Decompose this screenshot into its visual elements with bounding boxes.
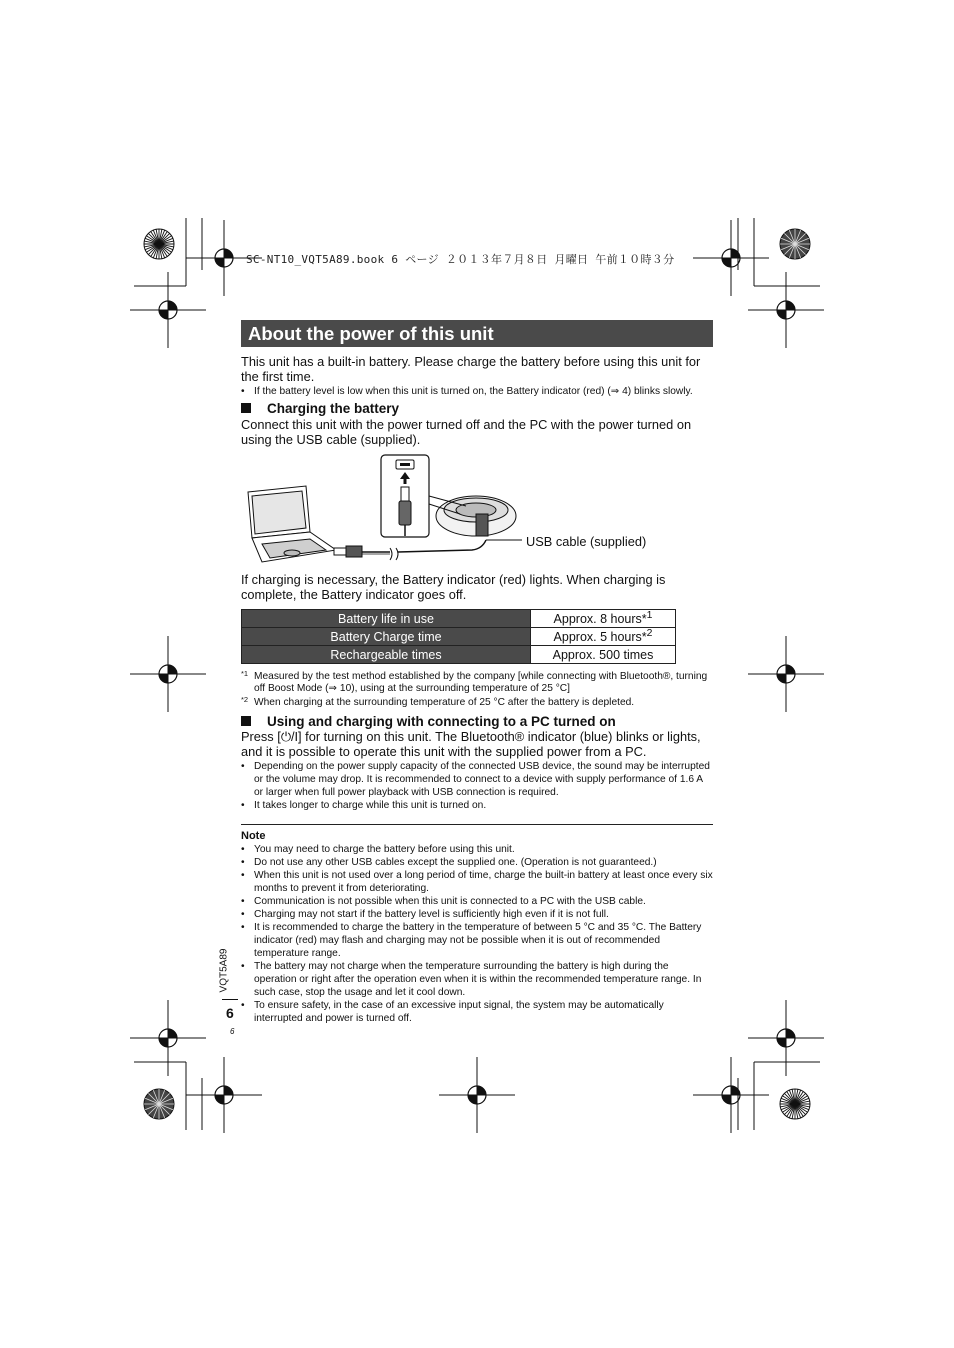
laptop-icon [248, 486, 336, 562]
list-item: • Do not use any other USB cables except the supplied one. (Operation is not guaranteed.) [241, 856, 713, 869]
pc-heading-text: Using and charging with connecting to a PC turned on [267, 714, 616, 729]
battery-spec-table [241, 609, 676, 664]
list-item: • The battery may not charge when the temperature surrounding the battery is high during the operation or right after the operation even when it is within the recommended temperature range. In such case, stop the usage and let it cool down. [241, 960, 713, 999]
note-heading: Note [241, 830, 266, 842]
page-title: About the power of this unit [241, 320, 713, 347]
list-item: • You may need to charge the battery before using this unit. [241, 843, 713, 856]
usb-plug-icon [334, 546, 362, 557]
side-model-code [219, 948, 233, 996]
list-item: • It is recommended to charge the battery in the temperature of between 5 °C and 35 °C. The Battery indicator (red) may flash and charging may not be possible when it is out of recommended temperature range. [241, 921, 713, 960]
footnote-text: When charging at the surrounding temperature of 25 °C after the battery is depleted. [254, 697, 635, 708]
list-item: • To ensure safety, in the case of an excessive input signal, the system may be automatically interrupted and power is turned off. [241, 999, 713, 1025]
footnote-ref: 1 [646, 610, 653, 622]
table-row [242, 628, 676, 646]
intro-bullet: • If the battery level is low when this unit is turned on, the Battery indicator (red) (⇒ 4) blinks slowly. [241, 385, 713, 398]
note-divider [241, 824, 713, 825]
list-item: • Charging may not start if the battery level is sufficiently high even if it is not full. [241, 908, 713, 921]
usb-cable-label: USB cable (supplied) [526, 534, 647, 549]
table-value-cell [531, 628, 676, 646]
footnote-2 [241, 697, 713, 709]
list-item: • Depending on the power supply capacity of the connected USB device, the sound may be interrupted or the volume may drop. It is recommended to connect to a device with supply performance of 1.6 A or larger when full power playback with USB connection is required. [241, 760, 713, 799]
table-value-cell [531, 610, 676, 628]
square-bullet-icon [241, 716, 251, 726]
list-item: • It takes longer to charge while this unit is turned on. [241, 799, 713, 812]
side-model-code-text: VQT5A89 [218, 948, 230, 993]
table-value-cell [531, 646, 676, 664]
table-key-cell: Battery life in use [242, 610, 531, 628]
footnote-ref: 2 [646, 628, 653, 640]
footnote-1 [241, 671, 713, 695]
footnote-text: Measured by the test method established by the company [while connecting with Bluetooth®, turning off Boost Mode (⇒ 10), using at the surrounding temperature of 25 °C] [254, 671, 708, 694]
square-bullet-icon [241, 403, 251, 413]
intro-paragraph: This unit has a built-in battery. Please charge the battery before using this unit for the first time. [241, 354, 701, 384]
table-row [242, 646, 676, 664]
table-row [242, 610, 676, 628]
table-value-text: Approx. 8 hours* [553, 612, 647, 627]
page-number-small: 6 [230, 1027, 235, 1036]
charging-status-paragraph: If charging is necessary, the Battery indicator (red) lights. When charging is complete, the Battery indicator goes off. [241, 572, 666, 602]
table-key-cell: Rechargeable times [242, 646, 531, 664]
page-number-divider [222, 999, 238, 1000]
charging-paragraph: Connect this unit with the power turned off and the PC with the power turned on using the USB cable (supplied). [241, 417, 692, 447]
print-header: SC-NT10_VQT5A89.book 6 ページ ２０１３年７月８日 月曜日 午前１０時３分 [246, 253, 675, 266]
speaker-unit-icon [436, 496, 516, 536]
usb-connection-illustration [240, 452, 660, 570]
pc-heading [241, 714, 616, 730]
list-item: • When this unit is not used over a long period of time, charge the built-in battery at least once every six months to prevent it from deteriorating. [241, 869, 713, 895]
table-value-text: Approx. 5 hours* [553, 630, 647, 645]
page-number: 6 [226, 1005, 234, 1021]
list-item: • Communication is not possible when this unit is connected to a PC with the USB cable. [241, 895, 713, 908]
charging-heading [241, 401, 399, 417]
footnote-mark: *1 [241, 669, 249, 678]
footnote-mark: *2 [241, 695, 249, 704]
table-key-cell: Battery Charge time [242, 628, 531, 646]
table-value-text: Approx. 500 times [552, 647, 654, 662]
charging-heading-text: Charging the battery [267, 401, 400, 416]
pc-paragraph: Press [⏻/I] for turning on this unit. The Bluetooth® indicator (blue) blinks or lights, and it is possible to operate this unit with the supplied power from a PC. [241, 729, 701, 759]
